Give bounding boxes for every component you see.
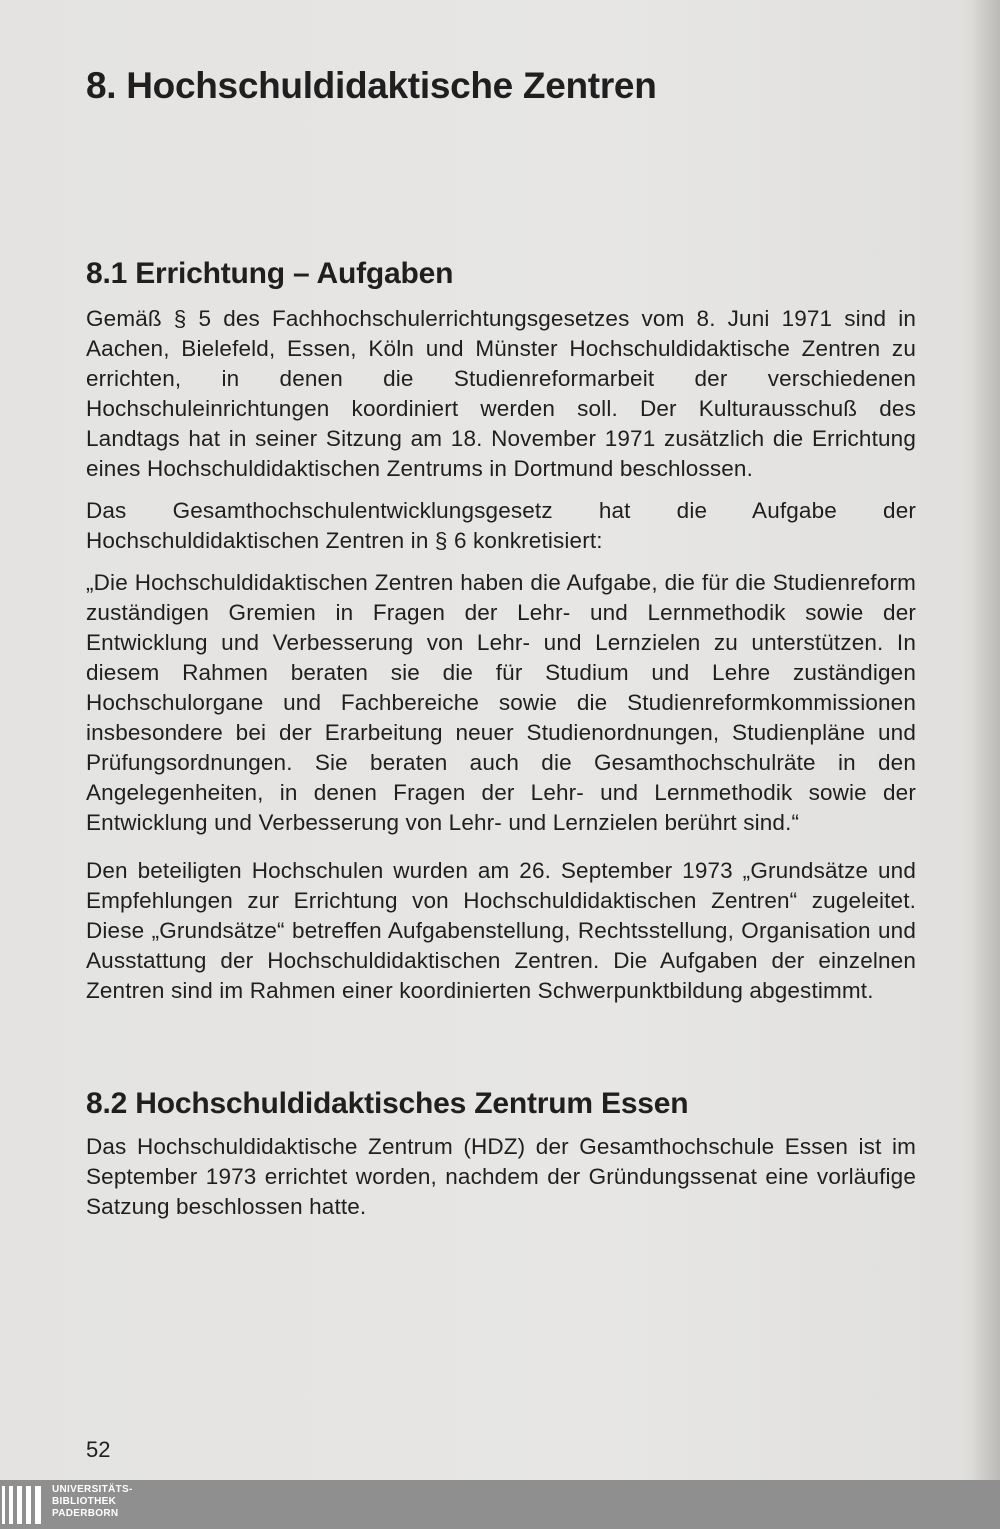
section-2-paragraph-1: Das Hochschuldidaktische Zentrum (HDZ) der Gesamthochschule Essen ist im September 1973 errichtet worden, nachdem der Gründungssenat eine vorläufige Satzung beschlossen hatte. — [86, 1134, 916, 1219]
library-logo-icon — [2, 1486, 42, 1524]
page-content — [86, 58, 916, 1222]
logo-line-1: UNIVERSITÄTS- — [52, 1484, 133, 1495]
logo-line-2: BIBLIOTHEK — [52, 1496, 117, 1507]
section-1-quote-paragraph: „Die Hochschuldidaktischen Zentren haben die Aufgabe, die für die Studienreform zuständigen Gremien in Fragen der Lehr- und Lernmethodik sowie der Entwicklung und Verbesserung von Lehr- und Lernzielen zu unterstützen. In diesem Rahmen beraten sie die für Studium und Lehre zuständigen Hochschulorgane und Fachbereiche sowie die Studienreformkommissionen insbesondere bei der Erarbeitung neuer Studienordnungen, Studienpläne und Prüfungsordnungen. Sie beraten auch die Gesamthochschulräte in den Angelegenheiten, in denen Fragen der Lehr- und Lernmethodik sowie der Entwicklung und Verbesserung von Lehr- und Lernzielen berührt sind.“ — [86, 570, 916, 835]
section-1-paragraph-2: Das Gesamthochschulentwicklungsgesetz hat die Aufgabe der Hochschuldidaktischen Zentren in § 6 konkretisiert: — [86, 498, 916, 553]
logo-line-3: PADERBORN — [52, 1508, 119, 1519]
section-title-8-1: 8.1 Errichtung – Aufgaben — [86, 257, 454, 290]
page-number: 52 — [86, 1437, 111, 1462]
section-title-8-2: 8.2 Hochschuldidaktisches Zentrum Essen — [86, 1087, 689, 1120]
library-logo — [0, 1480, 220, 1529]
library-logo-text — [52, 1484, 133, 1520]
page-spine-shadow — [972, 0, 1000, 1480]
chapter-title: 8. Hochschuldidaktische Zentren — [86, 65, 657, 106]
section-1-paragraph-4: Den beteiligten Hochschulen wurden am 26. September 1973 „Grundsätze und Empfehlungen zur Errichtung von Hochschuldidaktischen Zentren“ zugeleitet. Diese „Grundsätze“ betreffen Aufgabenstellung, Rechtsstellung, Organisation und Ausstattung der Hochschuldidaktischen Zentren. Die Aufgaben der einzelnen Zentren sind im Rahmen einer koordinierten Schwerpunktbildung abgestimmt. — [86, 858, 916, 1003]
section-1-paragraph-1: Gemäß § 5 des Fachhochschulerrichtungsgesetzes vom 8. Juni 1971 sind in Aachen, Bielefeld, Essen, Köln und Münster Hochschuldidaktische Zentren zu errichten, in denen die Studienreformarbeit der verschiedenen Hochschuleinrichtungen koordiniert werden soll. Der Kulturausschuß des Landtags hat in seiner Sitzung am 18. November 1971 zusätzlich die Errichtung eines Hochschuldidaktischen Zentrums in Dortmund beschlossen. — [86, 306, 916, 481]
